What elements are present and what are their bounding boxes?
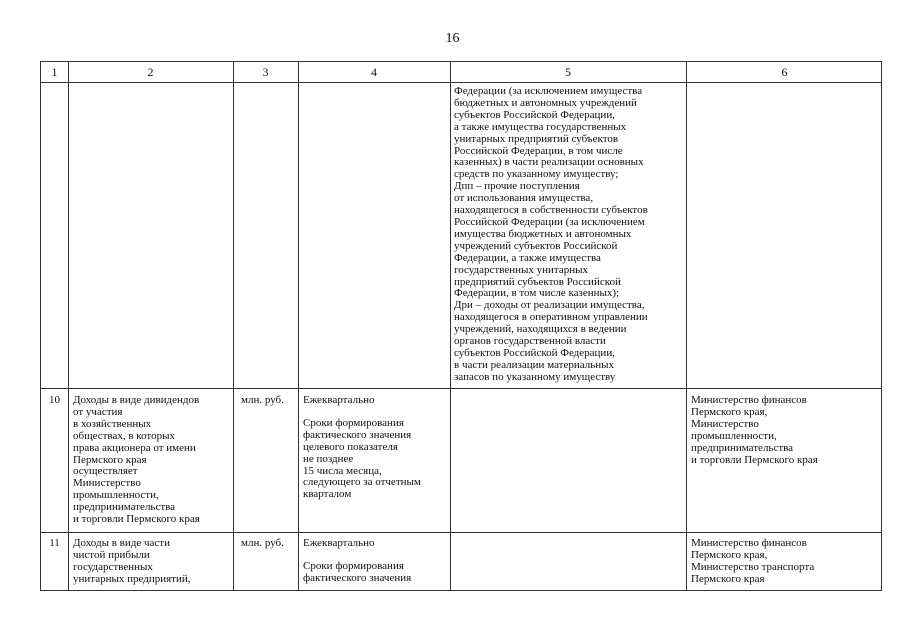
text-line: целевого показателя <box>303 440 398 453</box>
text-line: имущества бюджетных и автономных <box>454 227 632 240</box>
text-line: следующего за отчетным <box>303 476 421 489</box>
text-line: осуществляет <box>73 465 138 478</box>
column-divider <box>233 62 234 590</box>
text-line: запасов по указанному имуществу <box>454 370 616 383</box>
responsible-text <box>691 538 814 586</box>
period-text <box>303 538 411 585</box>
unit-text: млн. руб. <box>241 537 284 549</box>
text-line: промышленности, <box>691 429 777 442</box>
responsible-text <box>691 395 818 466</box>
text-line: Российской Федерации (за исключением <box>454 215 645 228</box>
text-line: органов государственной власти <box>454 335 606 348</box>
text-line: и торговли Пермского края <box>691 453 818 466</box>
text-line: предпринимательства <box>691 441 794 454</box>
page-number: 16 <box>445 31 460 46</box>
text-line: предприятий субъектов Российской <box>454 275 621 288</box>
text-line: государственных унитарных <box>454 263 589 276</box>
text-line: и торговли Пермского края <box>73 513 200 526</box>
text-line: Федерации, в том числе казенных); <box>454 287 620 300</box>
text-line: Министерство транспорта <box>691 560 815 573</box>
text-line: Сроки формирования <box>303 416 404 429</box>
column-divider <box>298 62 299 590</box>
period-text <box>303 395 421 501</box>
text-line: Министерство <box>691 417 759 430</box>
text-line: кварталом <box>303 488 352 501</box>
indicator-table <box>40 61 882 591</box>
text-line: чистой прибыли <box>73 548 150 561</box>
text-line: учреждений, находящихся в ведении <box>454 323 627 336</box>
row-number: 11 <box>49 537 60 549</box>
header-col-2: 2 <box>147 65 154 79</box>
text-line: Федерации (за исключением имущества <box>454 85 643 97</box>
header-col-4: 4 <box>371 65 377 79</box>
text-line: унитарных предприятий, <box>73 572 191 585</box>
text-line: Доходы в виде части <box>73 537 170 549</box>
text-line: Пермского края, <box>691 405 768 418</box>
text-line: Дри – доходы от реализации имущества, <box>454 299 645 312</box>
text-line: обществах, в которых <box>73 429 175 442</box>
text-line: Министерство <box>73 477 141 490</box>
column-divider <box>68 62 69 590</box>
text-line: Министерство финансов <box>691 537 807 549</box>
text-line: фактического значения <box>303 428 412 441</box>
text-line: Доходы в виде дивидендов <box>73 394 200 406</box>
text-line: субъектов Российской Федерации, <box>454 346 615 359</box>
text-line: промышленности, <box>73 489 159 502</box>
indicator-name <box>73 395 200 526</box>
text-line: от использования имущества, <box>454 192 594 205</box>
text-line: в хозяйственных <box>73 417 152 430</box>
header-col-3: 3 <box>262 65 269 79</box>
column-divider <box>686 62 687 590</box>
text-line: от участия <box>73 405 123 418</box>
unit-text: млн. руб. <box>241 394 284 406</box>
text-line: государственных <box>73 560 153 573</box>
text-line: Пермского края <box>73 453 147 466</box>
text-line: бюджетных и автономных учреждений <box>454 96 637 109</box>
text-line: учреждений субъектов Российской <box>454 239 618 252</box>
text-line: в части реализации материальных <box>454 358 615 371</box>
text-line: Сроки формирования <box>303 559 404 572</box>
row-number: 10 <box>49 394 60 406</box>
text-line: Дпп – прочие поступления <box>454 180 580 193</box>
text-line: находящегося в оперативном управлении <box>454 311 648 324</box>
text-line: Пермского края <box>691 572 765 585</box>
period-label: Ежеквартально <box>303 394 375 406</box>
text-line: находящегося в собственности субъектов <box>454 204 648 217</box>
text-line: Российской Федерации, в том числе <box>454 144 623 157</box>
text-line: унитарных предприятий субъектов <box>454 132 619 145</box>
continuation-formula-text <box>454 86 648 384</box>
row-divider <box>41 388 881 389</box>
header-divider <box>41 82 881 83</box>
text-line: средств по указанному имуществу; <box>454 168 619 181</box>
text-line: Федерации, а также имущества <box>454 251 601 264</box>
row-divider <box>41 532 881 533</box>
indicator-name <box>73 538 191 586</box>
text-line: а также имущества государственных <box>454 120 627 133</box>
period-label: Ежеквартально <box>303 537 375 549</box>
text-line: Министерство финансов <box>691 394 807 406</box>
text-line: казенных) в части реализации основных <box>454 156 644 169</box>
column-divider <box>450 62 451 590</box>
text-line: не позднее <box>303 452 354 465</box>
text-line: 15 числа месяца, <box>303 464 382 477</box>
text-line: предпринимательства <box>73 501 176 514</box>
header-col-1: 1 <box>51 65 58 79</box>
header-col-5: 5 <box>565 65 571 79</box>
text-line: фактического значения <box>303 571 412 584</box>
text-line: Пермского края, <box>691 548 768 561</box>
text-line: права акционера от имени <box>73 441 196 454</box>
text-line: субъектов Российской Федерации, <box>454 108 615 121</box>
header-col-6: 6 <box>781 65 788 79</box>
